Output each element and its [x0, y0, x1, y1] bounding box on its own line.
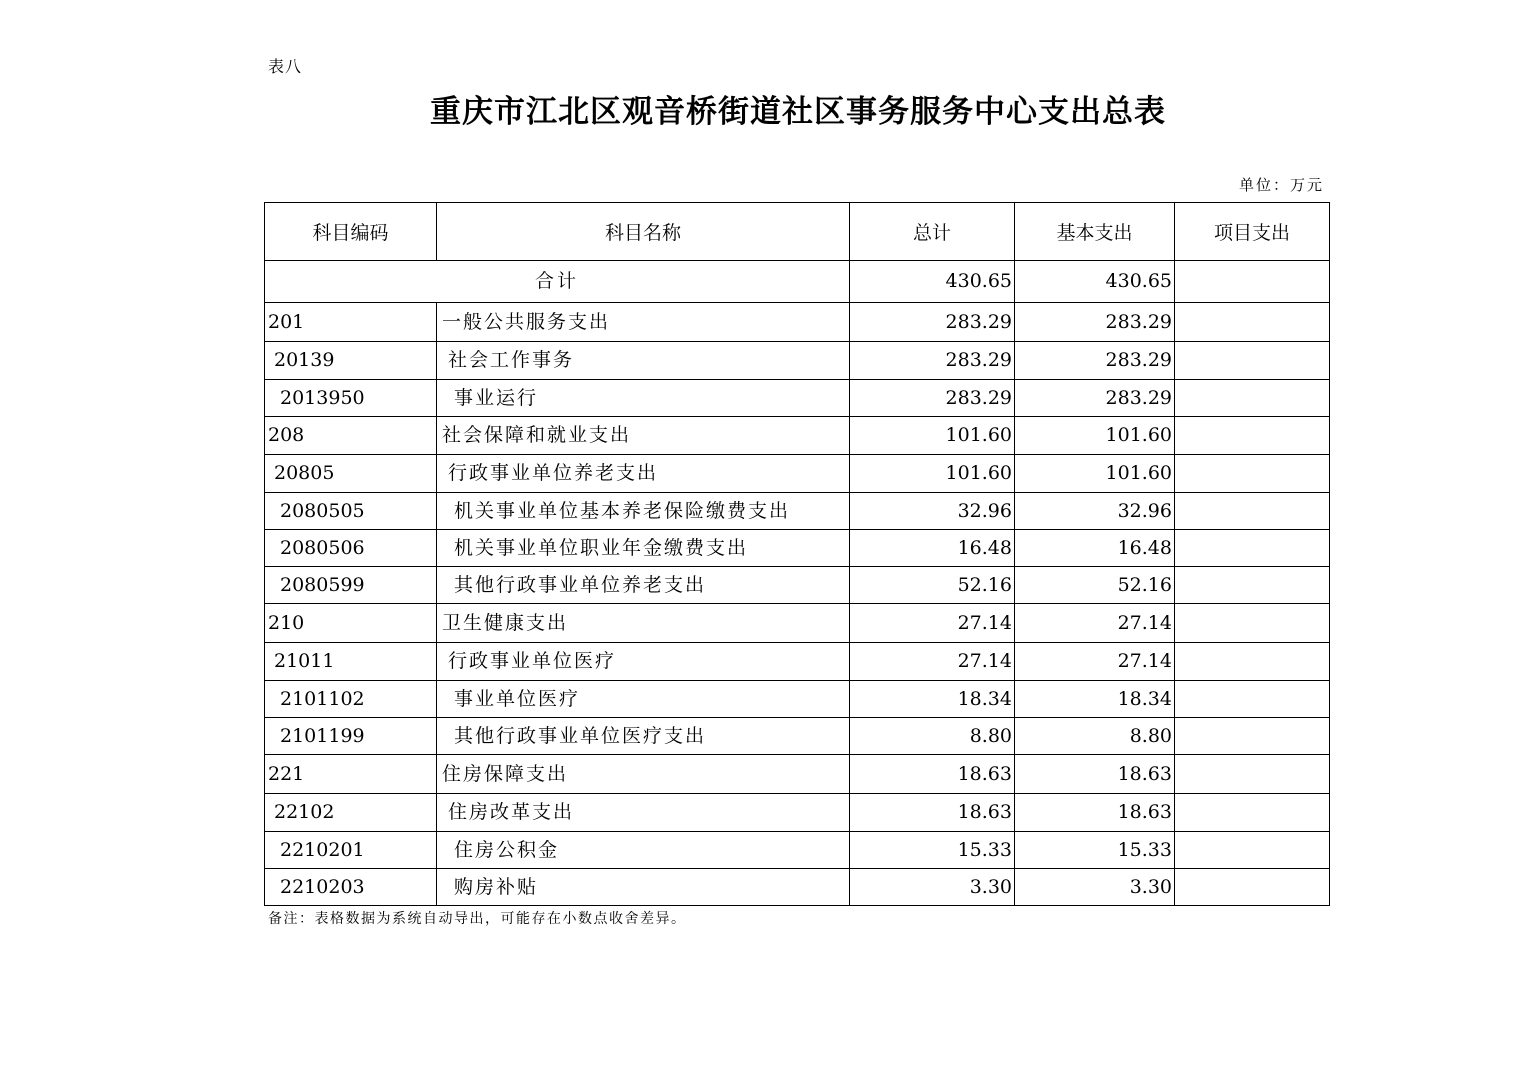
row-project: [1175, 643, 1330, 681]
row-name: [437, 342, 850, 380]
row-total: 3.30: [850, 869, 1015, 906]
row-name: [437, 303, 850, 342]
row-project: [1175, 380, 1330, 417]
row-code: [265, 493, 437, 530]
row-basic: 8.80: [1015, 718, 1175, 755]
row-code-text: 21011: [274, 650, 335, 672]
table-row: [265, 755, 1330, 794]
row-project: [1175, 681, 1330, 718]
row-name: [437, 643, 850, 681]
row-code: [265, 794, 437, 832]
row-name: [437, 604, 850, 643]
row-name-text: 住房保障支出: [442, 762, 569, 785]
row-name-text: 住房改革支出: [448, 801, 575, 823]
table-row: [265, 643, 1330, 681]
table-row: [265, 681, 1330, 718]
row-basic: 16.48: [1015, 530, 1175, 567]
row-name: [437, 417, 850, 455]
row-basic: 18.63: [1015, 794, 1175, 832]
row-project: [1175, 869, 1330, 906]
row-project: [1175, 417, 1330, 455]
row-code-text: 2080506: [280, 536, 365, 559]
row-name: [437, 455, 850, 493]
row-basic: 52.16: [1015, 567, 1175, 604]
row-total: 18.63: [850, 755, 1015, 794]
page-title: 重庆市江北区观音桥街道社区事务服务中心支出总表: [430, 94, 1166, 130]
expenditure-table: [264, 202, 1330, 906]
total-label: 合计: [265, 261, 850, 303]
total-total: 430.65: [850, 261, 1015, 303]
table-row: [265, 380, 1330, 417]
row-code-text: 22102: [274, 801, 335, 823]
row-name-text: 一般公共服务支出: [442, 310, 611, 333]
row-name: [437, 755, 850, 794]
row-code-text: 201: [268, 310, 305, 333]
row-name: [437, 681, 850, 718]
row-total: 52.16: [850, 567, 1015, 604]
row-name: [437, 832, 850, 869]
row-basic: 3.30: [1015, 869, 1175, 906]
row-project: [1175, 303, 1330, 342]
row-total: 16.48: [850, 530, 1015, 567]
row-project: [1175, 530, 1330, 567]
row-basic: 101.60: [1015, 417, 1175, 455]
table-row: [265, 832, 1330, 869]
table-row: [265, 869, 1330, 906]
row-total: 27.14: [850, 643, 1015, 681]
row-basic: 27.14: [1015, 643, 1175, 681]
row-name-text: 机关事业单位职业年金缴费支出: [454, 536, 749, 559]
row-project: [1175, 493, 1330, 530]
row-name-text: 社会工作事务: [448, 349, 575, 371]
unit-label: 单位：万元: [1238, 176, 1324, 194]
row-total: 18.63: [850, 794, 1015, 832]
row-name: [437, 380, 850, 417]
row-code: [265, 342, 437, 380]
row-basic: 101.60: [1015, 455, 1175, 493]
row-name: [437, 567, 850, 604]
header-basic: 基本支出: [1015, 203, 1175, 261]
row-name-text: 事业单位医疗: [454, 687, 581, 710]
row-name: [437, 794, 850, 832]
row-code-text: 221: [268, 762, 305, 785]
row-code: [265, 455, 437, 493]
row-name-text: 行政事业单位养老支出: [448, 462, 659, 484]
row-project: [1175, 342, 1330, 380]
row-project: [1175, 455, 1330, 493]
row-name-text: 其他行政事业单位医疗支出: [454, 724, 707, 747]
table-row: [265, 718, 1330, 755]
row-name-text: 行政事业单位医疗: [448, 650, 617, 672]
row-total: 27.14: [850, 604, 1015, 643]
row-name-text: 机关事业单位基本养老保险缴费支出: [454, 499, 791, 522]
row-code: [265, 643, 437, 681]
row-name: [437, 530, 850, 567]
row-project: [1175, 755, 1330, 794]
row-code: [265, 417, 437, 455]
row-basic: 18.63: [1015, 755, 1175, 794]
row-code-text: 2101199: [280, 724, 365, 747]
row-name-text: 社会保障和就业支出: [442, 424, 632, 446]
row-name-text: 住房公积金: [454, 838, 560, 861]
header-total: 总计: [850, 203, 1015, 261]
row-name-text: 其他行政事业单位养老支出: [454, 573, 707, 596]
header-code: 科目编码: [265, 203, 437, 261]
table-number-label: 表八: [268, 57, 303, 76]
table-header-row: [265, 203, 1330, 261]
row-total: 283.29: [850, 380, 1015, 417]
row-name-text: 卫生健康支出: [442, 611, 569, 634]
table-row: [265, 342, 1330, 380]
row-code-text: 20139: [274, 349, 335, 371]
row-total: 101.60: [850, 455, 1015, 493]
table-row: [265, 604, 1330, 643]
table-row: [265, 794, 1330, 832]
table-row: [265, 455, 1330, 493]
row-project: [1175, 832, 1330, 869]
total-row: [265, 261, 1330, 303]
row-total: 32.96: [850, 493, 1015, 530]
table-row: [265, 417, 1330, 455]
row-code: [265, 303, 437, 342]
row-code-text: 210: [268, 611, 305, 634]
row-code: [265, 567, 437, 604]
row-code: [265, 718, 437, 755]
row-code-text: 20805: [274, 462, 335, 484]
row-total: 8.80: [850, 718, 1015, 755]
row-name: [437, 493, 850, 530]
row-code: [265, 755, 437, 794]
row-code-text: 2210203: [280, 875, 365, 898]
row-basic: 27.14: [1015, 604, 1175, 643]
total-basic: 430.65: [1015, 261, 1175, 303]
row-code: [265, 832, 437, 869]
row-code-text: 2080505: [280, 499, 365, 522]
header-project: 项目支出: [1175, 203, 1330, 261]
table-row: [265, 567, 1330, 604]
row-basic: 15.33: [1015, 832, 1175, 869]
row-name: [437, 718, 850, 755]
row-code: [265, 869, 437, 906]
row-basic: 283.29: [1015, 342, 1175, 380]
row-project: [1175, 794, 1330, 832]
row-code-text: 2080599: [280, 573, 365, 596]
row-name-text: 购房补贴: [454, 875, 539, 898]
row-code-text: 2210201: [280, 838, 365, 861]
row-total: 283.29: [850, 342, 1015, 380]
row-total: 283.29: [850, 303, 1015, 342]
table-row: [265, 493, 1330, 530]
row-name-text: 事业运行: [454, 386, 539, 409]
header-name: 科目名称: [437, 203, 850, 261]
table-row: [265, 530, 1330, 567]
row-basic: 283.29: [1015, 380, 1175, 417]
row-total: 15.33: [850, 832, 1015, 869]
row-basic: 18.34: [1015, 681, 1175, 718]
row-total: 18.34: [850, 681, 1015, 718]
total-project: [1175, 261, 1330, 303]
row-code-text: 2101102: [280, 687, 365, 710]
table-row: [265, 303, 1330, 342]
row-project: [1175, 604, 1330, 643]
footnote: 备注：表格数据为系统自动导出，可能存在小数点收舍差异。: [268, 911, 687, 927]
row-basic: 283.29: [1015, 303, 1175, 342]
row-project: [1175, 718, 1330, 755]
row-basic: 32.96: [1015, 493, 1175, 530]
row-code: [265, 530, 437, 567]
row-code: [265, 380, 437, 417]
row-code-text: 2013950: [280, 386, 365, 409]
row-total: 101.60: [850, 417, 1015, 455]
row-code-text: 208: [268, 424, 305, 446]
row-code: [265, 604, 437, 643]
row-name: [437, 869, 850, 906]
row-code: [265, 681, 437, 718]
row-project: [1175, 567, 1330, 604]
